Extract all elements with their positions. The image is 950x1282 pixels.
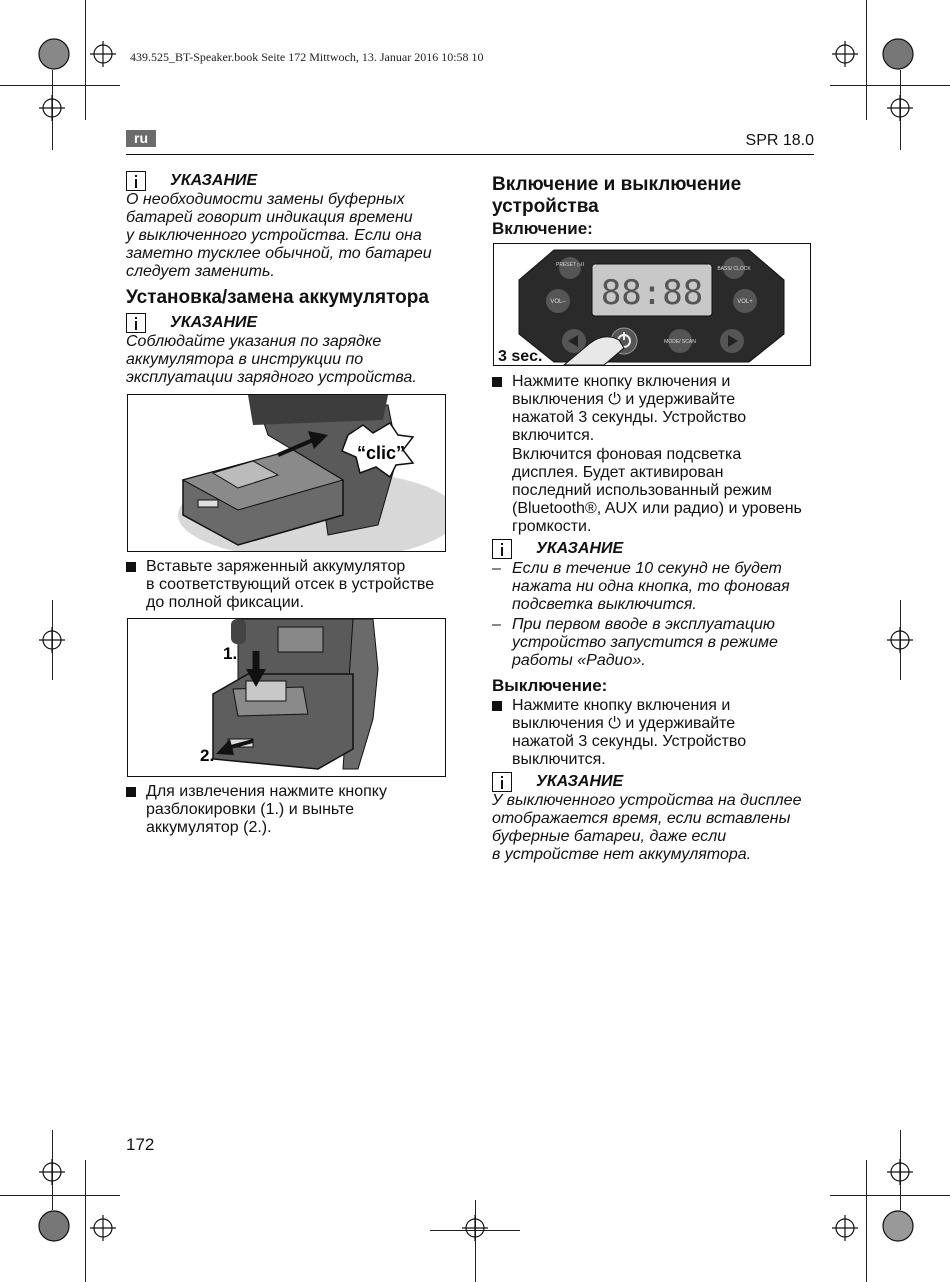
- dash-marker: –: [492, 616, 501, 633]
- text-line: Для извлечения нажмите кнопку: [146, 783, 387, 800]
- print-info-line: 439.525_BT-Speaker.book Seite 172 Mittwoch, 13. Januar 2016 10:58 10: [130, 50, 484, 64]
- text-line: последний использованный режим: [512, 482, 772, 499]
- bass-clock-button-label: BASS/ CLOCK: [717, 266, 751, 272]
- hold-caption: 3 sec.: [498, 348, 543, 365]
- note-line: Если в течение 10 секунд не будет: [512, 560, 782, 577]
- clic-label: “clic”: [357, 443, 406, 463]
- note-title: УКАЗАНИЕ: [536, 540, 624, 557]
- backlight-paragraph: [512, 446, 822, 536]
- figure-control-panel: [493, 243, 811, 366]
- bullet-square: [492, 377, 502, 387]
- control-panel-illustration: [494, 244, 810, 365]
- page-number: 172: [126, 1135, 155, 1154]
- note-buffer-batteries: [126, 171, 446, 281]
- bullet-square: [126, 562, 136, 572]
- note-line: нажата ни одна кнопка, то фоновая: [512, 578, 790, 595]
- text-line: Вставьте заряженный аккумулятор: [146, 558, 406, 575]
- figure-remove-battery: [127, 618, 446, 777]
- step-2-label: 2.: [200, 746, 215, 765]
- text-line: включится.: [512, 427, 595, 444]
- dash-marker: –: [492, 560, 501, 577]
- note-line: устройство запустится в режиме: [512, 634, 778, 651]
- note-title: УКАЗАНИЕ: [536, 773, 624, 790]
- bullet-square: [126, 787, 136, 797]
- section-heading-power: [492, 174, 812, 218]
- subheading-off: Выключение:: [492, 676, 608, 695]
- text-line: нажатой 3 секунды. Устройство: [512, 409, 747, 426]
- text-line: Нажмите кнопку включения и: [512, 697, 731, 714]
- note-backlight: [492, 539, 812, 670]
- note-line: заметно тусклее обычной, то батареи: [126, 245, 432, 262]
- note-line: у выключенного устройства. Если она: [126, 227, 422, 244]
- note-line: следует заменить.: [126, 263, 275, 280]
- subheading-on: Включение:: [492, 219, 593, 238]
- note-display-off: [492, 772, 822, 864]
- battery-remove-illustration: [128, 619, 445, 776]
- note-charging: [126, 313, 446, 387]
- note-title: УКАЗАНИЕ: [170, 172, 258, 189]
- info-icon: [126, 313, 146, 333]
- note-line: У выключенного устройства на дисплее: [492, 792, 802, 809]
- mode-scan-button-label: MODE/ SCAN: [664, 339, 696, 345]
- note-line: отображается время, если вставлены: [492, 810, 791, 827]
- text-line: выключения ⏻ и удерживайте: [512, 391, 736, 408]
- info-icon: [126, 171, 146, 191]
- section-heading-battery: Установка/замена аккумулятора: [126, 287, 429, 308]
- display-digits: 88:88: [600, 273, 704, 313]
- instruction-insert: [126, 558, 451, 612]
- instruction-power-off: [492, 697, 812, 769]
- bullet-square: [492, 701, 502, 711]
- battery-insert-illustration: [128, 395, 445, 551]
- note-line: О необходимости замены буферных: [126, 191, 405, 208]
- note-line: работы «Радио».: [512, 652, 646, 669]
- note-line: Соблюдайте указания по зарядке: [126, 333, 382, 350]
- note-line: подсветка выключится.: [512, 596, 697, 613]
- text-line: (Bluetooth®, AUX или радио) и уровень: [512, 500, 802, 517]
- note-text: [126, 191, 446, 281]
- text-line: нажатой 3 секунды. Устройство: [512, 733, 747, 750]
- figure-insert-battery: [127, 394, 446, 552]
- vol-plus-button-label: VOL+: [737, 299, 753, 305]
- note-line: аккумулятора в инструкции по: [126, 351, 364, 368]
- text-line: выключится.: [512, 751, 606, 768]
- heading-line: Включение и выключение: [492, 174, 742, 195]
- note-title: УКАЗАНИЕ: [170, 314, 258, 331]
- instruction-remove: [126, 783, 446, 837]
- text-line: Включится фоновая подсветка: [512, 446, 742, 463]
- text-line: выключения ⏻ и удерживайте: [512, 715, 736, 732]
- note-line: буферные батареи, даже если: [492, 828, 727, 845]
- model-name: SPR 18.0: [745, 132, 814, 149]
- text-line: дисплея. Будет активирован: [512, 464, 724, 481]
- note-line: батарей говорит индикация времени: [126, 209, 413, 226]
- language-badge: ru: [126, 130, 156, 147]
- heading-line: устройства: [492, 196, 599, 217]
- note-item: [492, 616, 812, 670]
- instruction-power-on: [492, 373, 812, 445]
- note-item: [492, 560, 812, 614]
- info-icon: [492, 772, 512, 792]
- note-line: эксплуатации зарядного устройства.: [126, 369, 417, 386]
- text-line: Нажмите кнопку включения и: [512, 373, 731, 390]
- info-icon: [492, 539, 512, 559]
- header-rule: [126, 154, 814, 155]
- text-line: в соответствующий отсек в устройстве: [146, 576, 435, 593]
- vol-minus-button-label: VOL–: [550, 299, 566, 305]
- text-line: громкости.: [512, 518, 592, 535]
- note-line: в устройстве нет аккумулятора.: [492, 846, 752, 863]
- text-line: до полной фиксации.: [146, 594, 305, 611]
- text-line: аккумулятор (2.).: [146, 819, 272, 836]
- preset-button-label: PRESET ▷II: [556, 262, 584, 268]
- text-line: разблокировки (1.) и выньте: [146, 801, 355, 818]
- step-1-label: 1.: [223, 644, 238, 663]
- note-line: При первом вводе в эксплуатацию: [512, 616, 775, 633]
